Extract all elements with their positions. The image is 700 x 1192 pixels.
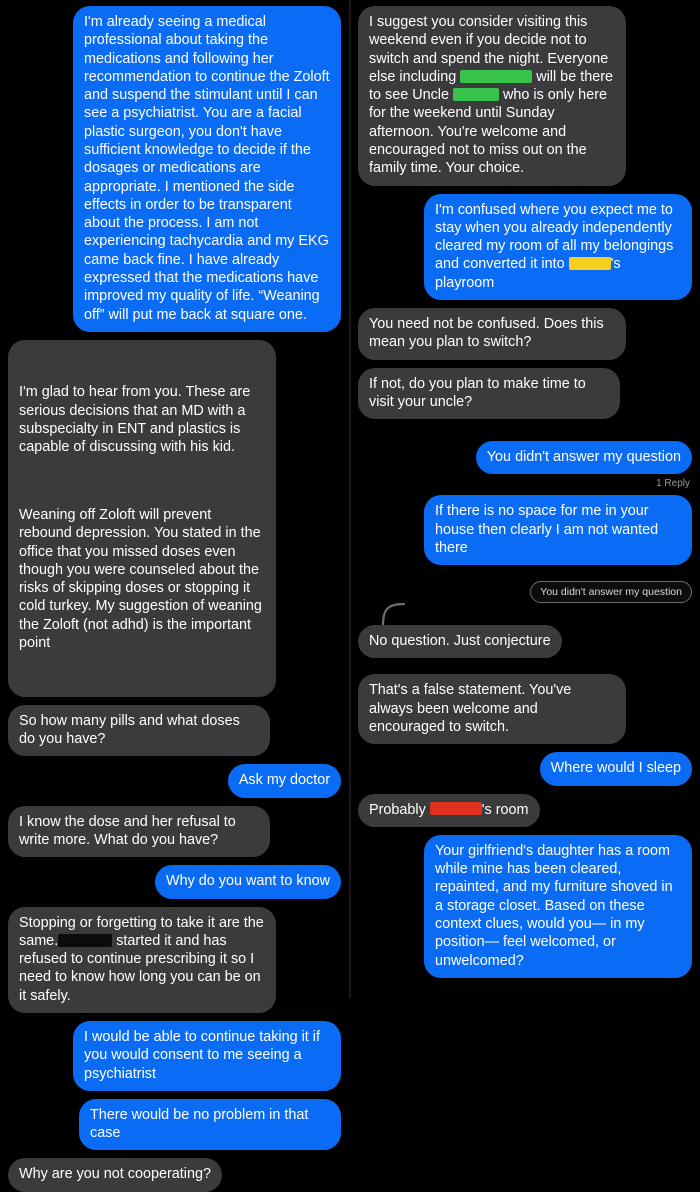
message-row: [8, 1021, 341, 1091]
message-row: [358, 674, 692, 744]
message-bubble-outgoing[interactable]: Why do you want to know: [155, 865, 341, 898]
message-bubble-incoming-redacted[interactable]: [358, 794, 540, 827]
message-bubble-incoming[interactable]: You need not be confused. Does this mean you plan to switch?: [358, 308, 626, 360]
message-paragraph: Weaning off Zoloft will prevent rebound depression. You stated in the office that you missed doses even though you were counseled about the risks of skipping doses or stopping it cold turkey. My suggestion of weaning the Zoloft (not adhd) is the important point: [19, 507, 266, 651]
message-text-after: 's playroom: [435, 256, 625, 291]
message-bubble-outgoing[interactable]: If there is no space for me in your house then clearly I am not wanted there: [424, 495, 692, 565]
message-row: [358, 308, 692, 360]
quoted-message-chip[interactable]: You didn't answer my question: [530, 581, 692, 603]
left-conversation-pane: [0, 0, 350, 1183]
message-bubble-incoming[interactable]: That's a false statement. You've always been welcome and encouraged to switch.: [358, 674, 626, 744]
message-row: [358, 194, 692, 300]
message-text-before: Stopping or forgetting to take it are the same.: [19, 914, 268, 949]
message-bubble-incoming[interactable]: Why are you not cooperating?: [8, 1158, 222, 1191]
redaction-bar: [453, 88, 499, 101]
message-text-before: I suggest you consider visiting this weekend even if you decide not to switch and spend the night. Everyone else including: [369, 14, 613, 85]
reply-count-label: 1 Reply: [656, 478, 690, 490]
message-row: [8, 764, 341, 797]
message-text-after: will be there to see Uncle: [369, 68, 617, 104]
message-text-tail: who is only here for the weekend until Sunday afternoon. You're welcome and encouraged not to miss out on the family time. Your choice.: [369, 87, 611, 177]
message-bubble-incoming-redacted[interactable]: [358, 6, 626, 186]
quoted-reply-row: [358, 581, 692, 603]
message-row: [8, 865, 341, 898]
right-conversation-pane: [350, 0, 700, 998]
message-bubble-outgoing[interactable]: I'm already seeing a medical professional about taking the medications and following her recommendation to continue the Zoloft and suspend the stimulant until I can see a psychiatrist. You are a facial plastic surgeon, you don't have sufficient knowledge to decide if the dosages or medications are appropriate. I mentioned the side effects in order to be transparent about the process. I am not experiencing tachycardia and my EKG came back fine. I have already expressed that the medications have improved my quality of life. “Weaning off” will put me back at square one.: [73, 6, 341, 332]
message-bubble-outgoing[interactable]: You didn't answer my question: [476, 441, 692, 474]
message-bubble-outgoing[interactable]: Your girlfriend's daughter has a room while mine has been cleared, repainted, and my furniture shoved in a storage closet. Based on these context clues, would you— in my position— feel welcomed, or unwelcomed?: [424, 835, 692, 978]
message-bubble-incoming[interactable]: If not, do you plan to make time to visit your uncle?: [358, 368, 620, 420]
message-row: [8, 340, 341, 697]
message-bubble-outgoing[interactable]: There would be no problem in that case: [79, 1099, 341, 1151]
message-row: [8, 6, 341, 332]
message-row: [358, 368, 692, 420]
message-bubble-outgoing[interactable]: I would be able to continue taking it if you would consent to me seeing a psychiatrist: [73, 1021, 341, 1091]
message-bubble-incoming[interactable]: No question. Just conjecture: [358, 625, 562, 658]
message-row: [358, 495, 692, 565]
message-row: [8, 1099, 341, 1151]
message-bubble-outgoing[interactable]: Where would I sleep: [540, 752, 692, 785]
message-row: [358, 441, 692, 474]
message-row: [8, 806, 341, 858]
message-text-before: I'm confused where you expect me to stay when you already independently cleared my room of all my belongings and converted it into: [435, 201, 678, 273]
redaction-bar: [430, 802, 482, 815]
redaction-bar: [460, 70, 532, 83]
message-row: [358, 752, 692, 785]
message-text-after: started it and has refused to continue prescribing it so I need to know how long you can be on it safely.: [19, 932, 265, 1004]
message-bubble-outgoing[interactable]: Ask my doctor: [228, 764, 341, 797]
reply-curve-icon: [380, 601, 406, 627]
message-paragraph: I'm glad to hear from you. These are serious decisions that an MD with a subspecialty in ENT and plastics is capable of discussing with his kid.: [19, 384, 255, 456]
message-text-after: 's room: [481, 801, 529, 818]
message-row: [8, 1158, 341, 1191]
redaction-bar: [569, 257, 611, 270]
message-row: [358, 6, 692, 186]
message-bubble-incoming-redacted[interactable]: [8, 907, 276, 1013]
message-row: [8, 705, 341, 757]
message-bubble-incoming[interactable]: [8, 340, 276, 697]
message-row: [358, 794, 692, 827]
redaction-bar: [58, 934, 112, 947]
message-row: [358, 835, 692, 978]
message-bubble-outgoing-redacted[interactable]: [424, 194, 692, 300]
message-bubble-incoming[interactable]: I know the dose and her refusal to write more. What do you have?: [8, 806, 270, 858]
message-bubble-incoming[interactable]: So how many pills and what doses do you have?: [8, 705, 270, 757]
message-row: [8, 907, 341, 1013]
message-text-before: Probably: [369, 801, 426, 818]
